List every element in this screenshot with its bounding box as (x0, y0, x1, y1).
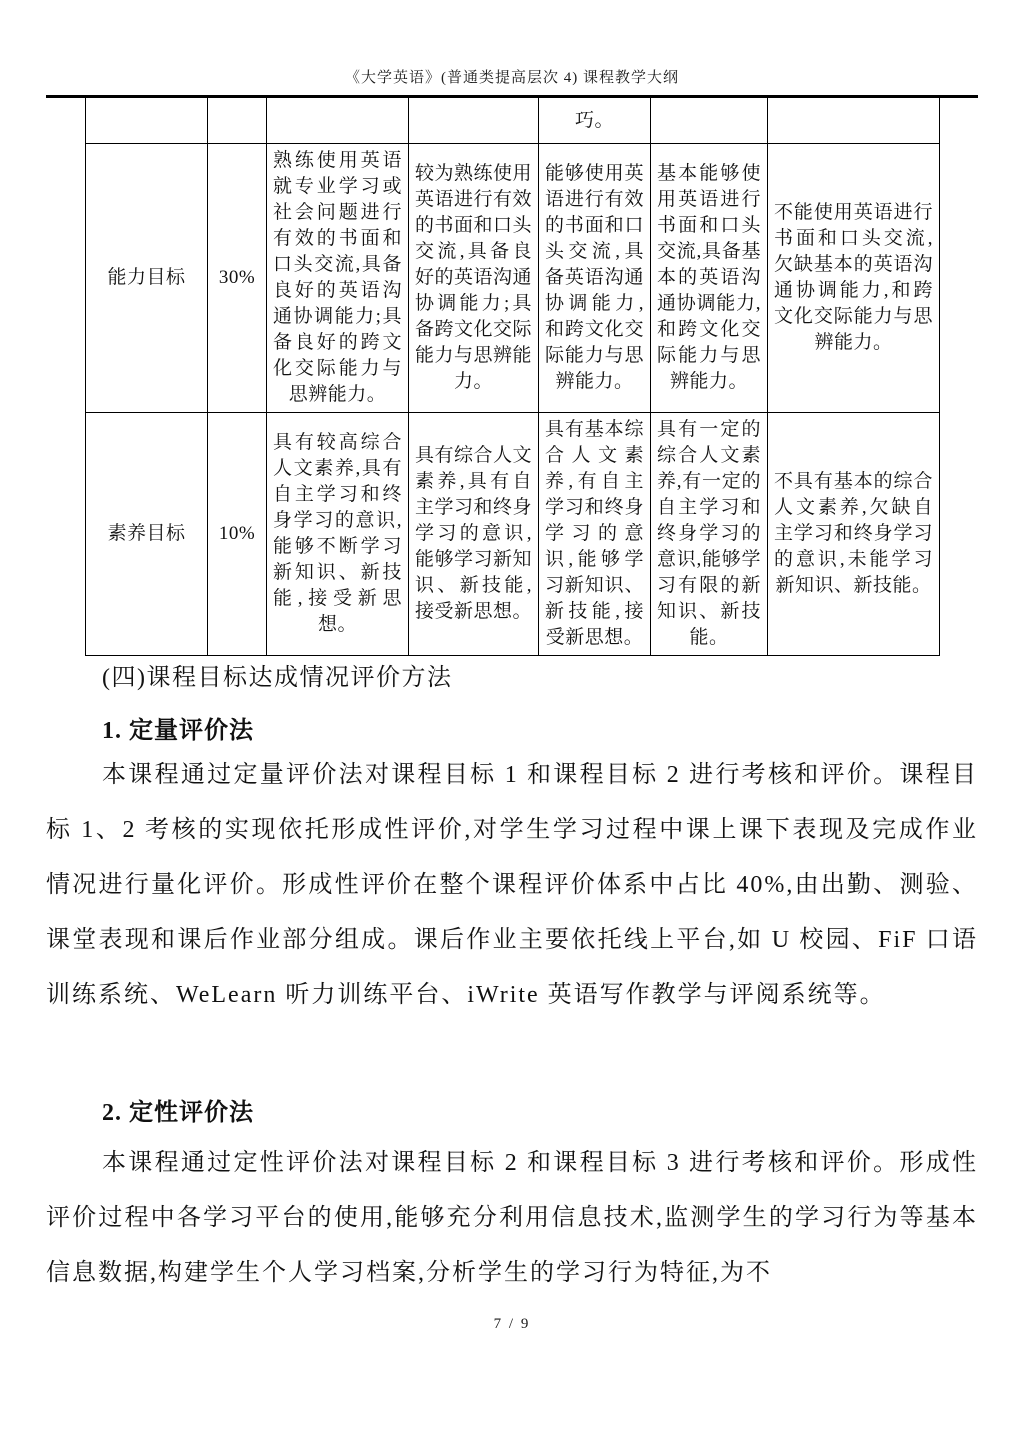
empty-cell (267, 98, 409, 144)
level-cell-good: 较为熟练使用英语进行有效的书面和口头交流,具备良好的英语沟通协调能力;具备跨文化交际能力与思辨能力。 (409, 144, 539, 413)
objective-weight: 30% (208, 144, 267, 413)
empty-cell (409, 98, 539, 144)
level-cell-medium: 具有基本综合人文素养,有自主学习和终身学习的意识,能够学习新知识、新技能,接受新思想。 (539, 413, 651, 656)
objective-label: 能力目标 (86, 144, 208, 413)
table-row-ability-objective (86, 144, 940, 413)
evaluation-table (85, 97, 940, 656)
page-number: 7 / 9 (493, 1316, 531, 1332)
objective-weight: 10% (208, 413, 267, 656)
level-cell-pass: 基本能够使用英语进行书面和口头交流,具备基本的英语沟通协调能力,和跨文化交际能力与思辨能力。 (651, 144, 768, 413)
level-cell-medium: 能够使用英语进行有效的书面和口头交流,具备英语沟通协调能力,和跨文化交际能力与思辨能力。 (539, 144, 651, 413)
subsection-1-title: 1. 定量评价法 (102, 718, 254, 744)
header-title: 《大学英语》(普通类提高层次 4) 课程教学大纲 (345, 70, 679, 86)
paragraph-qualitative: 本课程通过定性评价法对课程目标 2 和课程目标 3 进行考核和评价。形成性评价过程中各学习平台的使用,能够充分利用信息技术,监测学生的学习行为等基本信息数据,构建学生个人学习档案,分析学生的学习行为特征,为不 (46, 1150, 978, 1286)
table-row-carryover (86, 98, 940, 144)
section-heading: (四)课程目标达成情况评价方法 (102, 665, 453, 691)
empty-cell (651, 98, 768, 144)
level-cell-excellent: 熟练使用英语就专业学习或社会问题进行有效的书面和口头交流,具备良好的英语沟通协调能力;具备良好的跨文化交际能力与思辨能力。 (267, 144, 409, 413)
paragraph-quantitative: 本课程通过定量评价法对课程目标 1 和课程目标 2 进行考核和评价。课程目标 1、2 考核的实现依托形成性评价,对学生学习过程中课上课下表现及完成作业情况进行量化评价。形成性评价在整个课程评价体系中占比 40%,由出勤、测验、课堂表现和课后作业部分组成。课后作业主要依托线上平台,如 U 校园、FiF 口语训练系统、WeLearn 听力训练平台、iWrite 英语写作教学与评阅系统等。 (46, 762, 978, 1008)
table-row-literacy-objective (86, 413, 940, 656)
empty-cell (768, 98, 940, 144)
level-cell-fail: 不能使用英语进行书面和口头交流,欠缺基本的英语沟通协调能力,和跨文化交际能力与思辨能力。 (768, 144, 940, 413)
level-cell-pass: 具有一定的综合人文素养,有一定的自主学习和终身学习的意识,能够学习有限的新知识、新技能。 (651, 413, 768, 656)
objective-label: 素养目标 (86, 413, 208, 656)
carryover-text-cell: 巧。 (539, 98, 651, 144)
empty-cell (208, 98, 267, 144)
subsection-2-title: 2. 定性评价法 (102, 1100, 254, 1126)
level-cell-excellent: 具有较高综合人文素养,具有自主学习和终身学习的意识,能够不断学习新知识、新技能,接受新思想。 (267, 413, 409, 656)
level-cell-good: 具有综合人文素养,具有自主学习和终身学习的意识,能够学习新知识、新技能,接受新思想。 (409, 413, 539, 656)
level-cell-fail: 不具有基本的综合人文素养,欠缺自主学习和终身学习的意识,未能学习新知识、新技能。 (768, 413, 940, 656)
empty-cell (86, 98, 208, 144)
